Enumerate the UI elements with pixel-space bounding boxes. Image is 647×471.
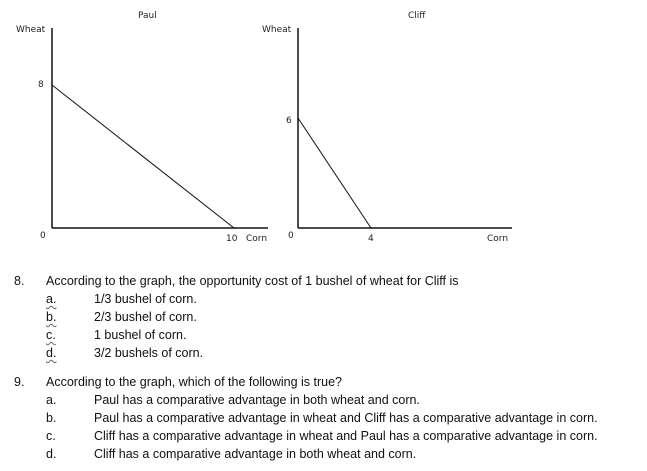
option-text: 2/3 bushel of corn. xyxy=(94,310,197,324)
option-letter: a. xyxy=(46,292,57,306)
option-letter: b. xyxy=(46,411,57,425)
option-text: Paul has a comparative advantage in wheat and Cliff has a comparative advantage in corn. xyxy=(94,411,598,425)
paul-y-intercept-label: 8 xyxy=(38,80,44,90)
option-letter: d. xyxy=(46,346,57,360)
paul-x-axis-label: Corn xyxy=(246,234,268,244)
option-letter: d. xyxy=(46,447,57,461)
paul-y-axis-label: Wheat xyxy=(16,25,46,35)
cliff-origin-label: 0 xyxy=(288,231,294,241)
question-text: According to the graph, which of the following is true? xyxy=(46,375,343,389)
cliff-ppf-line xyxy=(298,118,371,228)
option-letter: c. xyxy=(46,429,56,443)
question-number: 9. xyxy=(14,375,25,389)
cliff-y-axis-label: Wheat xyxy=(262,25,292,35)
option-letter: c. xyxy=(46,328,56,342)
paul-ppf-line xyxy=(52,85,234,228)
option-text: 1 bushel of corn. xyxy=(94,328,187,342)
option-text: Paul has a comparative advantage in both wheat and corn. xyxy=(94,393,420,407)
option-text: 3/2 bushels of corn. xyxy=(94,346,204,360)
cliff-y-intercept-label: 6 xyxy=(286,116,292,126)
option-text: 1/3 bushel of corn. xyxy=(94,292,197,306)
question-text: According to the graph, the opportunity cost of 1 bushel of wheat for Cliff is xyxy=(46,274,459,288)
question-number: 8. xyxy=(14,274,25,288)
option-letter: b. xyxy=(46,310,57,324)
cliff-graph-title: Cliff xyxy=(408,11,426,21)
option-text: Cliff has a comparative advantage in both wheat and corn. xyxy=(94,447,417,461)
option-text: Cliff has a comparative advantage in wheat and Paul has a comparative advantage in corn. xyxy=(94,429,598,443)
paul-graph-title: Paul xyxy=(138,11,157,21)
paul-origin-label: 0 xyxy=(40,231,46,241)
option-letter: a. xyxy=(46,393,57,407)
cliff-x-axis-label: Corn xyxy=(487,234,509,244)
paul-x-intercept-label: 10 xyxy=(226,234,238,244)
cliff-x-intercept-label: 4 xyxy=(368,234,374,244)
